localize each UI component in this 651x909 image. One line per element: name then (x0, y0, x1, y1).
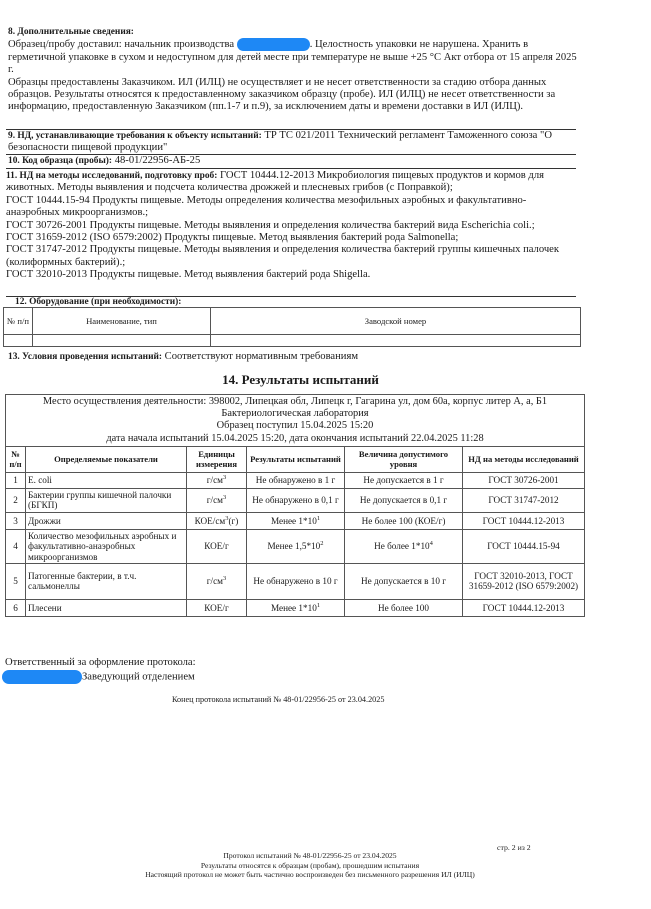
conditions-text: Соответствуют нормативным требованиям (162, 351, 359, 362)
table-row (6, 529, 585, 563)
limit (345, 563, 463, 599)
limit-base: Не допускается в 1 г (363, 475, 444, 486)
limit (345, 529, 463, 563)
indicator: Патогенные бактерии, в т.ч. сальмонеллы (26, 563, 187, 599)
table-row (6, 472, 585, 488)
unit-base: КОЕ/см (194, 515, 226, 526)
unit (187, 599, 247, 616)
method: ГОСТ 10444.15-94 (463, 529, 585, 563)
method-item (6, 170, 566, 195)
section-10-title: 10. Код образца (пробы): (8, 156, 113, 166)
footer-results-note: Результаты относятся к образцам (пробам), прошедшим испытания (200, 860, 420, 870)
method: ГОСТ 10444.12-2013 (463, 512, 585, 529)
unit-exp: 3 (222, 575, 227, 583)
method-item: ГОСТ 30726-2001 Продукты пищевые. Методы выявления и определения количества бактерий вида Escherichia coli.; (6, 219, 535, 231)
result (247, 563, 345, 599)
row-number: 3 (6, 512, 26, 529)
delivery-paragraph (8, 38, 578, 76)
indicator: Бактерии группы кишечной палочки (БГКП) (26, 488, 187, 512)
footer-protocol: Протокол испытаний № 48-01/22956-25 от 23.04.2025 (223, 851, 397, 860)
section-13-title: 13. Условия проведения испытаний: (8, 352, 162, 362)
row-number: 5 (6, 563, 26, 599)
unit-base: г/см (206, 495, 223, 506)
result-base: Не обнаружено в 1 г (255, 475, 336, 486)
table-row (6, 512, 585, 529)
col-unit: Единицы измерения (187, 446, 247, 472)
cell (4, 335, 33, 347)
limit (345, 488, 463, 512)
method-item: ГОСТ 10444.15-94 Продукты пищевые. Методы определения количества мезофильных аэробных и факультативно-анаэробных микроорганизмов.; (6, 194, 527, 219)
signature-label: Ответственный за оформление протокола: (5, 657, 196, 668)
unit-base: г/см (206, 475, 223, 486)
unit (187, 488, 247, 512)
limit (345, 512, 463, 529)
limit-base: Не более 100 (378, 602, 429, 613)
method: ГОСТ 30726-2001 (463, 472, 585, 488)
location: Место осуществления деятельности: 398002, Липецкая обл, Липецк г, Гагарина ул, дом 60а, корпус литер А, а, Б1 (42, 396, 548, 407)
method: ГОСТ 32010-2013, ГОСТ 31659-2012 (ISO 6579:2002) (463, 563, 585, 599)
col-indicator: Определяемые показатели (26, 446, 187, 472)
cell (33, 335, 211, 347)
result (247, 472, 345, 488)
row-number: 1 (6, 472, 26, 488)
redacted-name (237, 38, 310, 51)
unit (187, 512, 247, 529)
unit-base: КОЕ/г (204, 541, 229, 552)
section-8-title: 8. Дополнительные сведения: (8, 27, 134, 37)
row-number: 2 (6, 488, 26, 512)
col-number: № п/п (6, 446, 26, 472)
delivered-prefix: Образец/пробу доставил: начальник производства (8, 39, 237, 51)
method-text: ГОСТ 10444.12-2013 Микробиология пищевых продуктов и кормов для животных. Методы выявления и подсчета количества дрожжей и плесневых грибов (с Поправкой); (6, 170, 544, 194)
result (247, 512, 345, 529)
limit (345, 472, 463, 488)
unit-base: г/см (206, 576, 223, 587)
unit-exp: 3 (225, 514, 229, 522)
limit-base: Не более 100 (КОЕ/г) (361, 515, 446, 526)
results-table (5, 394, 585, 617)
divider (6, 168, 576, 169)
section-conditions (8, 351, 358, 363)
table-row (6, 599, 585, 616)
section-11-title: 11. НД на методы исследований, подготовку проб: (6, 171, 218, 181)
method: ГОСТ 10444.12-2013 (463, 599, 585, 616)
limit-exp: 4 (429, 540, 433, 548)
result (247, 529, 345, 563)
unit-exp: 3 (222, 474, 227, 482)
cell (211, 335, 581, 347)
results-meta (6, 395, 585, 447)
result-exp: 1 (316, 601, 321, 609)
method-item: ГОСТ 31747-2012 Продукты пищевые. Методы выявления и определения количества бактерий группы кишечных палочек (колиформных бактерий).; (6, 244, 560, 268)
unit-exp: 3 (222, 494, 227, 502)
unit (187, 472, 247, 488)
table-header-row (4, 308, 581, 335)
col-method: НД на методы исследований (463, 446, 585, 472)
indicator: Количество мезофильных аэробных и факультативно-анаэробных микроорганизмов (26, 529, 187, 563)
footer-copyright: Настоящий протокол не может быть частично воспроизведен без письменного разрешения ИЛ (ИЛЦ) (145, 870, 475, 879)
indicator: Дрожжи (26, 512, 187, 529)
unit-base: КОЕ/г (204, 602, 229, 613)
result-base: Менее 1*10 (270, 515, 317, 526)
section-9-title: 9. НД, устанавливающие требования к объекту испытаний: (8, 131, 262, 141)
redacted-signer (2, 670, 82, 684)
signer-position: Заведующий отделением (82, 671, 195, 683)
test-dates: дата начала испытаний 15.04.2025 15:20, дата окончания испытаний 22.04.2025 11:28 (106, 432, 484, 444)
col-serial: Заводской номер (211, 308, 581, 335)
table-row (4, 335, 581, 347)
limit-base: Не более 1*10 (374, 541, 430, 552)
section-methods (6, 170, 566, 282)
signature-line (2, 670, 195, 684)
limit (345, 599, 463, 616)
result-exp: 1 (316, 514, 321, 522)
page-number: стр. 2 из 2 (497, 843, 531, 852)
result-base: Не обнаружено в 0,1 г (252, 495, 339, 506)
result-base: Менее 1*10 (270, 602, 317, 613)
method-item: ГОСТ 32010-2013 Продукты пищевые. Метод выявления бактерий рода Shigella. (6, 269, 371, 281)
method: ГОСТ 31747-2012 (463, 488, 585, 512)
limit-base: Не допускается в 0,1 г (359, 495, 448, 506)
equipment-table (3, 307, 581, 347)
indicator: Плесени (26, 599, 187, 616)
result-base: Не обнаружено в 10 г (253, 576, 338, 587)
end-of-protocol: Конец протокола испытаний № 48-01/22956-25 от 23.04.2025 (172, 695, 385, 704)
section-sample-code (8, 155, 200, 167)
table-row (6, 488, 585, 512)
method-item: ГОСТ 31659-2012 (ISO 6579:2002) Продукты пищевые. Метод выявления бактерий рода Salmonella; (6, 232, 459, 244)
result (247, 488, 345, 512)
indicator: E. coli (26, 472, 187, 488)
col-result: Результаты испытаний (247, 446, 345, 472)
sample-code: 48-01/22956-АБ-25 (112, 155, 201, 166)
section-requirements (8, 130, 578, 155)
section-additional-info (8, 26, 578, 114)
col-limit: Величина допустимого уровня (345, 446, 463, 472)
unit-tail: (г) (228, 515, 239, 526)
table-row (6, 563, 585, 599)
row-number: 4 (6, 529, 26, 563)
section-9-text: ТР ТС 021/2011 Технический регламент Таможенного союза "О безопасности пищевой продукции" (8, 130, 553, 154)
disclaimer-paragraph: Образцы предоставлены Заказчиком. ИЛ (ИЛЦ) не осуществляет и не несет ответственности за стадию отбора данных образцов. Результаты относятся к предоставленному заказчиком образцу (пробе). ИЛ (ИЛЦ) не несет ответственности за информацию, предоставленную Заказчиком (пп.1-7 и п.9), за исключением даты и времени доставки в ИЛ (ИЛЦ). (8, 76, 556, 113)
results-meta-row (6, 395, 585, 447)
lab-name: Бактериологическая лаборатория (221, 408, 369, 420)
delivered-suffix: . Целостность упаковки не нарушена. Хранить в герметичной упаковке в сухом и недоступном для детей месте при температуре не выше +25 °C Акт отбора от 15 апреля 2025 г. (8, 39, 577, 76)
page-footer (110, 851, 510, 880)
unit (187, 563, 247, 599)
table-header-row (6, 446, 585, 472)
received-date: Образец поступил 15.04.2025 15:20 (216, 420, 374, 432)
limit-base: Не допускается в 10 г (361, 576, 446, 587)
row-number: 6 (6, 599, 26, 616)
result (247, 599, 345, 616)
col-name-type: Наименование, тип (33, 308, 211, 335)
section-12-title: 12. Оборудование (при необходимости): (15, 297, 182, 307)
result-base: Менее 1,5*10 (267, 541, 321, 552)
col-number: № п/п (4, 308, 33, 335)
unit (187, 529, 247, 563)
result-exp: 2 (320, 540, 324, 548)
results-title: 14. Результаты испытаний (222, 372, 379, 387)
